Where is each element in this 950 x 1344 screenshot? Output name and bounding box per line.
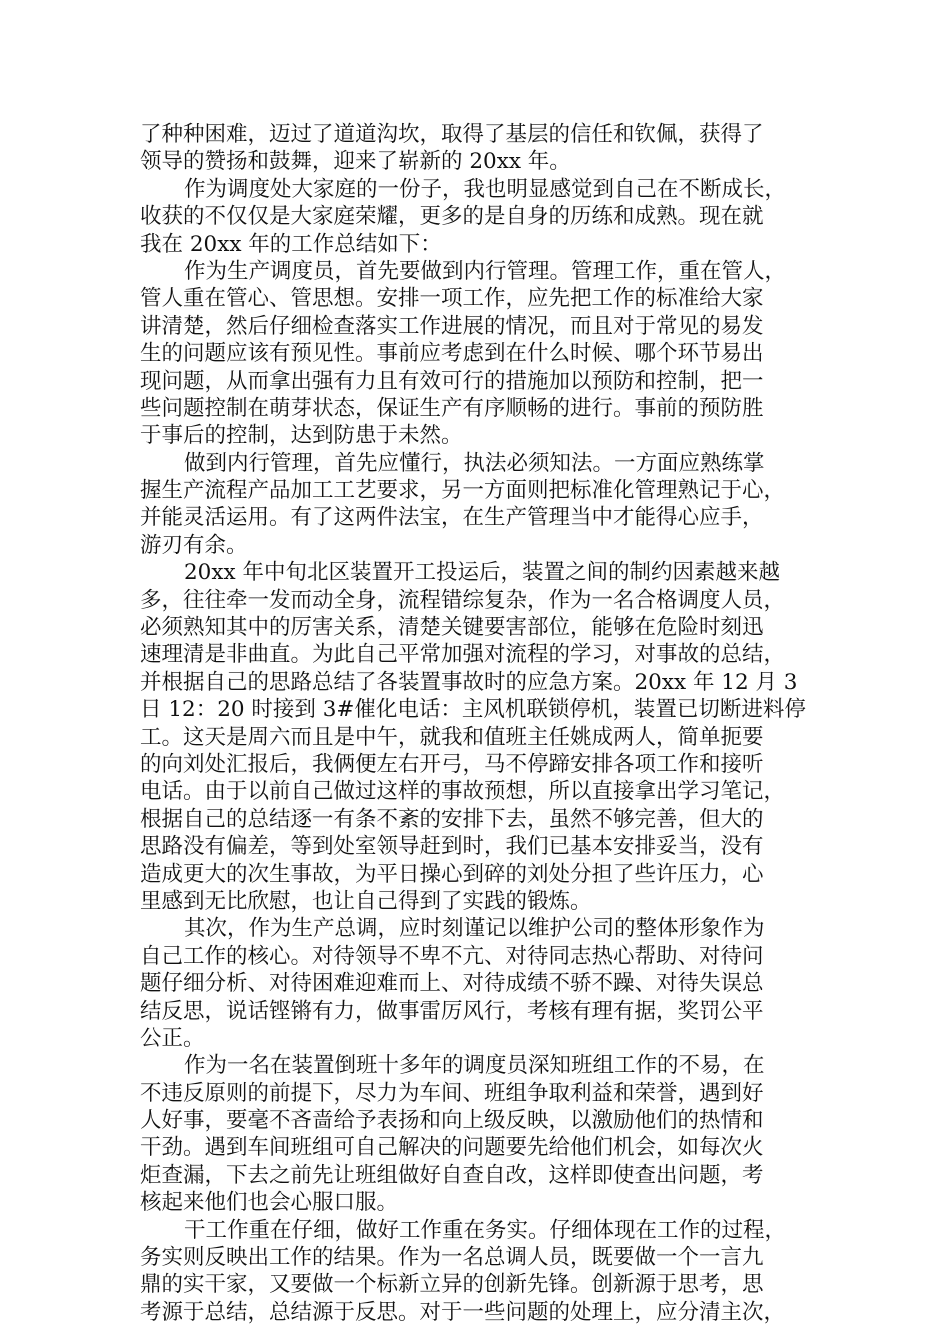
text-line: 电话。由于以前自己做过这样的事故预想，所以直接拿出学习笔记， [140,779,786,805]
text-line: 工。这天是周六而且是中午，就我和值班主任姚成两人，简单扼要 [140,724,764,750]
text-line: 并能灵活运用。有了这两件法宝，在生产管理当中才能得心应手， [140,505,764,531]
text-line: 务实则反映出工作的结果。作为一名总调人员，既要做一个一言九 [140,1245,764,1271]
text-line: 并根据自己的思路总结了各装置事故时的应急方案。20xx 年 12 月 3 [140,669,798,695]
text-line: 管人重在管心、管思想。安排一项工作，应先把工作的标准给大家 [140,286,764,312]
text-line: 里感到无比欣慰，也让自己得到了实践的锻炼。 [140,888,592,914]
paragraph-first-line: 作为调度处大家庭的一份子，我也明显感觉到自己在不断成长， [184,176,787,202]
text-line: 领导的赞扬和鼓舞，迎来了崭新的 20xx 年。 [140,149,571,175]
text-line: 的向刘处汇报后，我俩便左右开弓，马不停蹄安排各项工作和接听 [140,751,764,777]
paragraph-first-line: 做到内行管理，首先应懂行，执法必须知法。一方面应熟练掌 [184,450,765,476]
paragraph-first-line: 作为生产调度员，首先要做到内行管理。管理工作，重在管人， [184,258,787,284]
paragraph-first-line: 其次，作为生产总调，应时刻谨记以维护公司的整体形象作为 [184,916,765,942]
text-line: 了种种困难，迈过了道道沟坎，取得了基层的信任和钦佩，获得了 [140,122,764,147]
text-line: 炬查漏，下去之前先让班组做好自查自改，这样即使查出问题，考 [140,1162,764,1188]
text-line: 现问题，从而拿出强有力且有效可行的措施加以预防和控制，把一 [140,368,764,394]
paragraph-first-line: 干工作重在仔细，做好工作重在务实。仔细体现在工作的过程， [184,1217,787,1243]
text-line: 速理清是非曲直。为此自己平常加强对流程的学习，对事故的总结， [140,642,786,668]
text-line: 核起来他们也会心服口服。 [140,1190,399,1216]
text-line: 不违反原则的前提下，尽力为车间、班组争取利益和荣誉，遇到好 [140,1080,764,1106]
text-line: 自己工作的核心。对待领导不卑不亢、对待同志热心帮助、对待问 [140,943,764,969]
text-line: 思路没有偏差，等到处室领导赶到时，我们已基本安排妥当，没有 [140,834,764,860]
text-line: 于事后的控制，达到防患于未然。 [140,423,463,449]
text-line: 游刃有余。 [140,532,248,558]
text-line: 握生产流程产品加工工艺要求，另一方面则把标准化管理熟记于心， [140,478,786,504]
paragraph-first-line: 20xx 年中旬北区装置开工投运后，装置之间的制约因素越来越 [184,560,780,586]
text-line: 鼎的实干家，又要做一个标新立异的创新先锋。创新源于思考，思 [140,1272,764,1298]
text-line: 公正。 [140,1025,205,1051]
text-line: 考源于总结，总结源于反思。对于一些问题的处理上，应分清主次， [140,1299,786,1325]
paragraph-first-line: 作为一名在装置倒班十多年的调度员深知班组工作的不易，在 [184,1053,765,1079]
document-body [140,121,826,1326]
text-line: 讲清楚，然后仔细检查落实工作进展的情况，而且对于常见的易发 [140,313,764,339]
text-line: 些问题控制在萌芽状态，保证生产有序顺畅的进行。事前的预防胜 [140,395,764,421]
text-line: 必须熟知其中的厉害关系，清楚关键要害部位，能够在危险时刻迅 [140,615,764,641]
text-line: 日 12：20 时接到 3#催化电话：主风机联锁停机，装置已切断进料停 [140,697,806,723]
text-line: 收获的不仅仅是大家庭荣耀，更多的是自身的历练和成熟。现在就 [140,204,764,230]
text-line: 人好事，要毫不吝啬给予表扬和向上级反映，以激励他们的热情和 [140,1108,764,1134]
text-line: 生的问题应该有预见性。事前应考虑到在什么时候、哪个环节易出 [140,341,764,367]
text-line: 我在 20xx 年的工作总结如下： [140,231,442,257]
text-line: 干劲。遇到车间班组可自己解决的问题要先给他们机会，如每次火 [140,1135,764,1161]
text-line: 结反思，说话铿锵有力，做事雷厉风行，考核有理有据，奖罚公平 [140,998,764,1024]
text-line: 根据自己的总结逐一有条不紊的安排下去，虽然不够完善，但大的 [140,806,764,832]
text-line: 题仔细分析、对待困难迎难而上、对待成绩不骄不躁、对待失误总 [140,971,764,997]
text-line: 造成更大的次生事故，为平日操心到碎的刘处分担了些许压力，心 [140,861,764,887]
text-line: 多，往往牵一发而动全身，流程错综复杂，作为一名合格调度人员， [140,587,786,613]
